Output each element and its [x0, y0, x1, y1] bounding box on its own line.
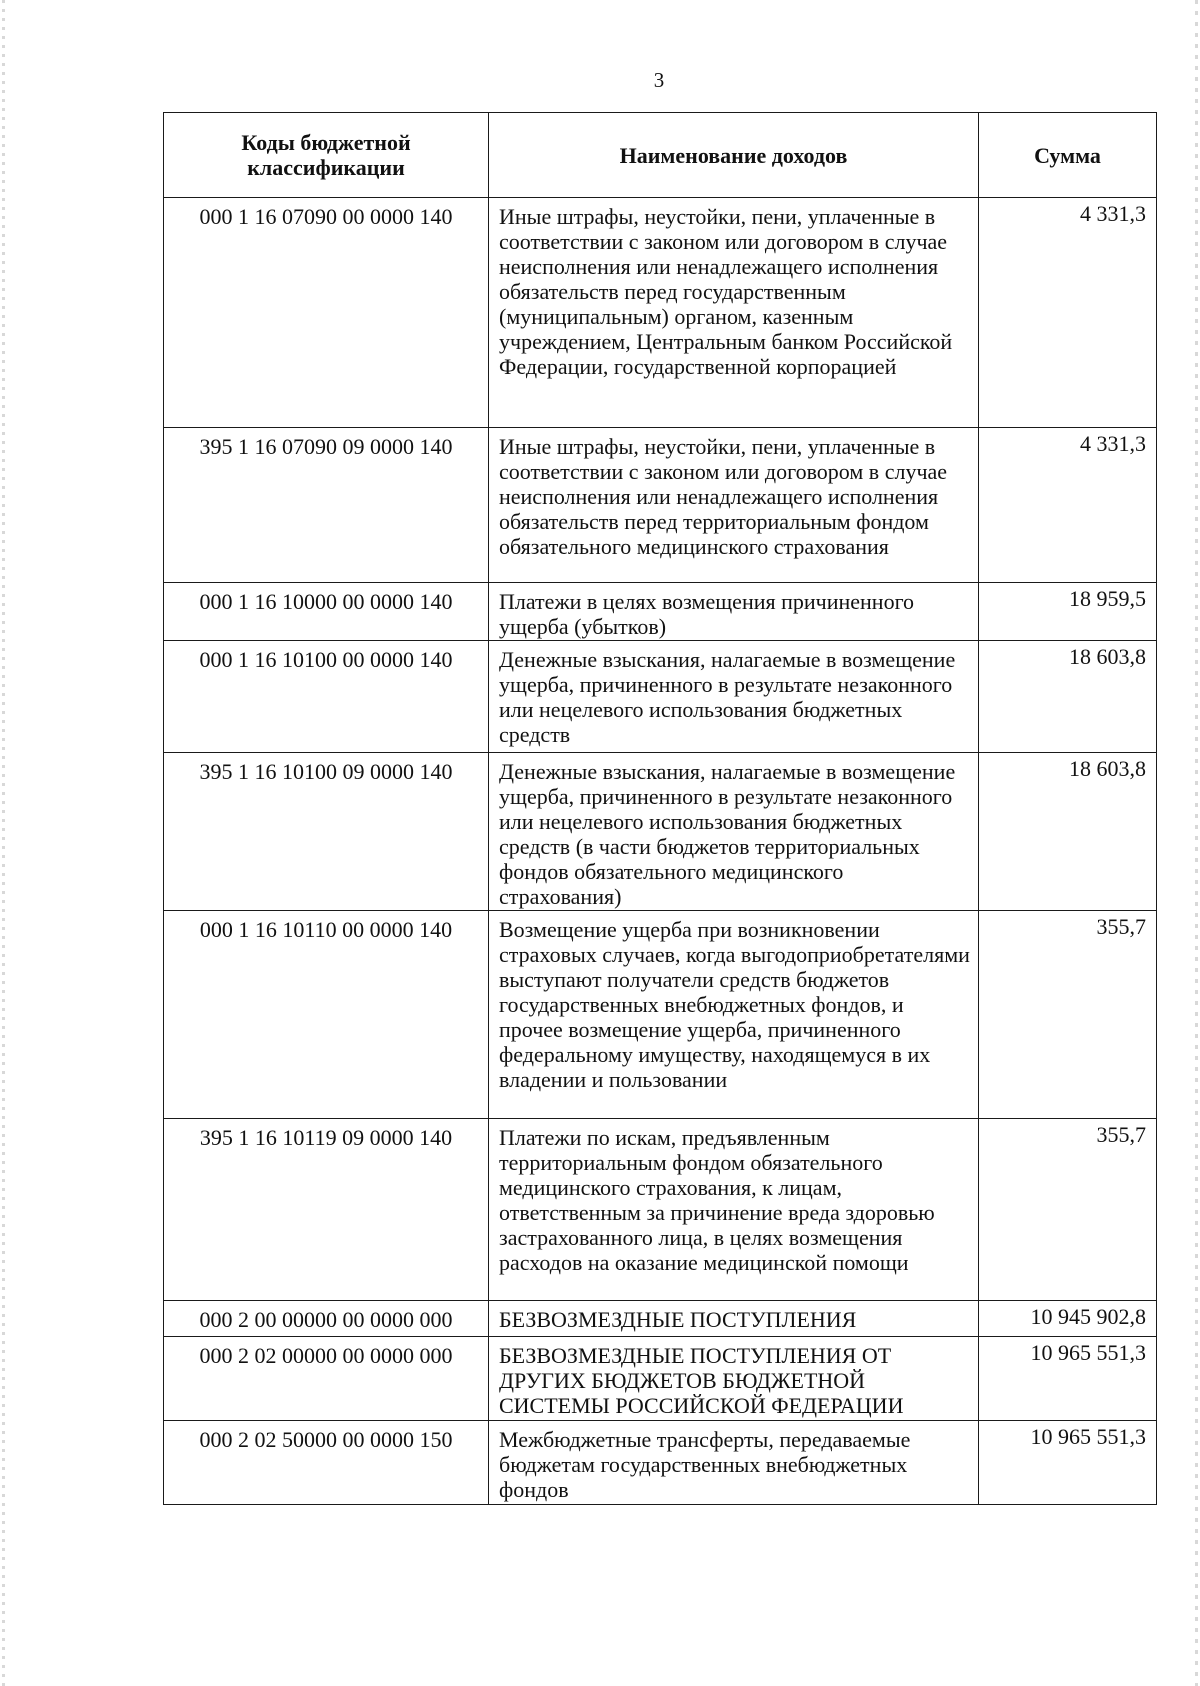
row-code: 000 1 16 10000 00 0000 140 [164, 583, 489, 641]
scan-edge-left [2, 0, 5, 1686]
row-sum: 4 331,3 [979, 428, 1157, 583]
header-sum: Сумма [979, 113, 1157, 198]
row-name: Денежные взыскания, налагаемые в возмещение ущерба, причиненного в результате незаконного или нецелевого использования бюджетных средств [489, 641, 979, 753]
table-row [164, 428, 1157, 583]
row-sum: 10 965 551,3 [979, 1337, 1157, 1421]
row-sum: 18 959,5 [979, 583, 1157, 641]
table-row [164, 641, 1157, 753]
row-code: 000 1 16 10110 00 0000 140 [164, 911, 489, 1119]
header-code: Коды бюджетной классификации [164, 113, 489, 198]
row-code: 395 1 16 10100 09 0000 140 [164, 753, 489, 911]
table-row [164, 911, 1157, 1119]
revenue-table [163, 112, 1157, 1505]
header-name: Наименование доходов [489, 113, 979, 198]
table-row [164, 1421, 1157, 1505]
row-name: Иные штрафы, неустойки, пени, уплаченные в соответствии с законом или договором в случае неисполнения или ненадлежащего исполнения обязательств перед территориальным фондом обязательного медицинского страхования [489, 428, 979, 583]
row-sum: 10 965 551,3 [979, 1421, 1157, 1505]
row-name: БЕЗВОЗМЕЗДНЫЕ ПОСТУПЛЕНИЯ [489, 1301, 979, 1337]
row-sum: 355,7 [979, 911, 1157, 1119]
row-sum: 4 331,3 [979, 198, 1157, 428]
table-row [164, 753, 1157, 911]
row-sum: 10 945 902,8 [979, 1301, 1157, 1337]
table-row [164, 1337, 1157, 1421]
row-sum: 18 603,8 [979, 753, 1157, 911]
row-code: 000 2 02 50000 00 0000 150 [164, 1421, 489, 1505]
row-name: Денежные взыскания, налагаемые в возмещение ущерба, причиненного в результате незаконного или нецелевого использования бюджетных средств (в части бюджетов территориальных фондов обязательного медицинского страхования) [489, 753, 979, 911]
page-number: 3 [653, 68, 665, 92]
table-row [164, 1301, 1157, 1337]
scan-edge-right [1195, 0, 1198, 1686]
table-row [164, 583, 1157, 641]
row-code: 000 2 00 00000 00 0000 000 [164, 1301, 489, 1337]
row-code: 395 1 16 07090 09 0000 140 [164, 428, 489, 583]
table-row [164, 198, 1157, 428]
row-name: Платежи по искам, предъявленным территориальным фондом обязательного медицинского страхования, к лицам, ответственным за причинение вреда здоровью застрахованного лица, в целях возмещения расходов на оказание медицинской помощи [489, 1119, 979, 1301]
row-name: Иные штрафы, неустойки, пени, уплаченные в соответствии с законом или договором в случае неисполнения или ненадлежащего исполнения обязательств перед государственным (муниципальным) органом, казенным учреждением, Центральным банком Российской Федерации, государственной корпорацией [489, 198, 979, 428]
row-code: 000 1 16 07090 00 0000 140 [164, 198, 489, 428]
row-name: БЕЗВОЗМЕЗДНЫЕ ПОСТУПЛЕНИЯ ОТ ДРУГИХ БЮДЖЕТОВ БЮДЖЕТНОЙ СИСТЕМЫ РОССИЙСКОЙ ФЕДЕРАЦИИ [489, 1337, 979, 1421]
table-header-row [164, 113, 1157, 198]
row-code: 000 2 02 00000 00 0000 000 [164, 1337, 489, 1421]
row-sum: 355,7 [979, 1119, 1157, 1301]
row-code: 395 1 16 10119 09 0000 140 [164, 1119, 489, 1301]
row-name: Возмещение ущерба при возникновении страховых случаев, когда выгодоприобретателями выступают получатели средств бюджетов государственных внебюджетных фондов, и прочее возмещение ущерба, причиненного федеральному имуществу, находящемуся в их владении и пользовании [489, 911, 979, 1119]
table-row [164, 1119, 1157, 1301]
row-name: Межбюджетные трансферты, передаваемые бюджетам государственных внебюджетных фондов [489, 1421, 979, 1505]
row-name: Платежи в целях возмещения причиненного ущерба (убытков) [489, 583, 979, 641]
row-code: 000 1 16 10100 00 0000 140 [164, 641, 489, 753]
row-sum: 18 603,8 [979, 641, 1157, 753]
